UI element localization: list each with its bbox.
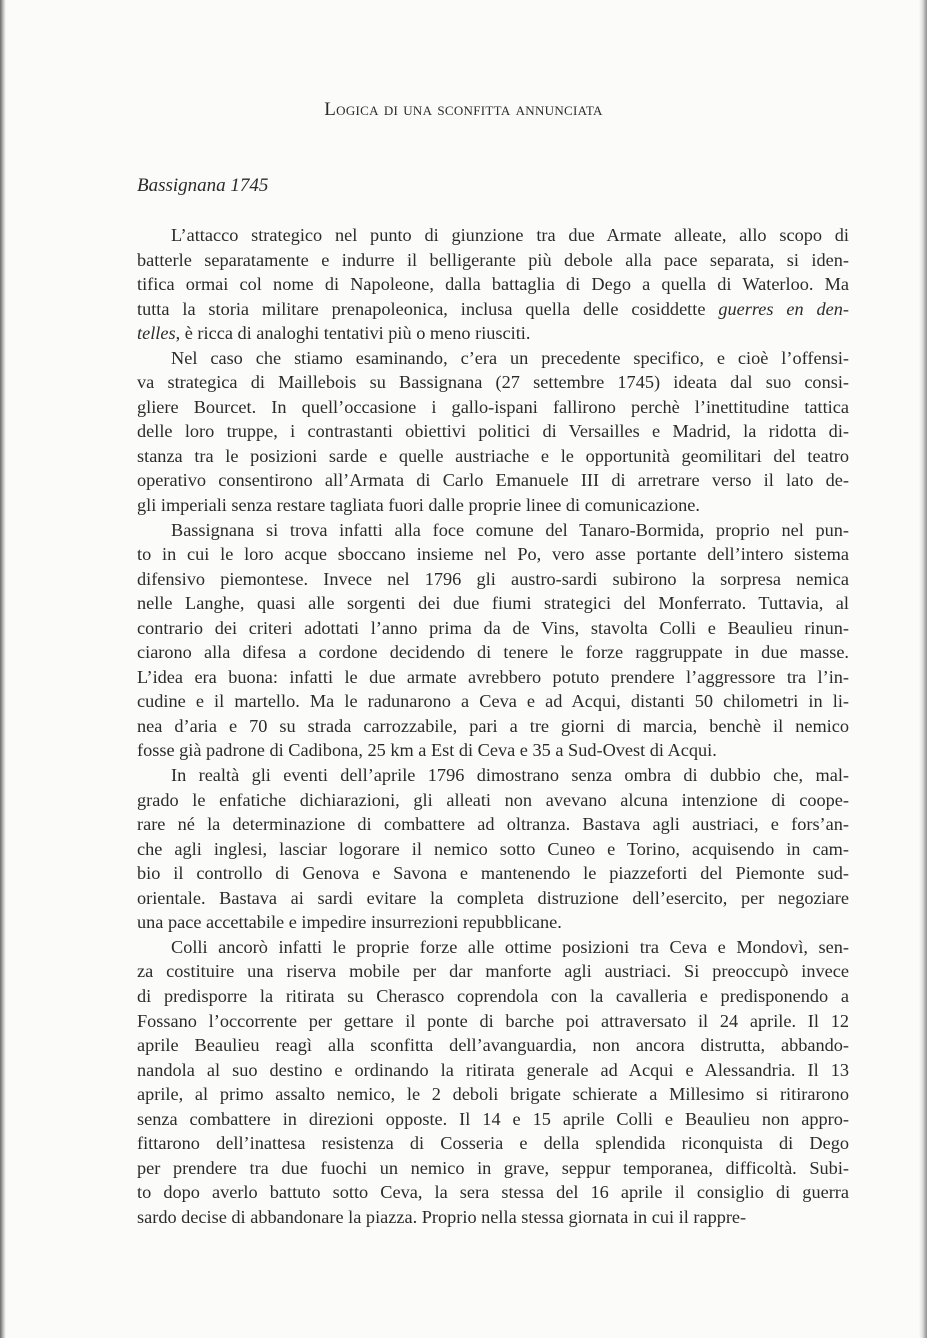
text-line xyxy=(137,321,849,346)
text-run: tutta la storia militare prenapoleonica, inclusa quella delle cosiddette xyxy=(137,298,719,319)
text-line xyxy=(137,665,849,690)
text-line xyxy=(137,444,849,469)
text-line xyxy=(137,616,849,641)
text-line xyxy=(137,518,849,543)
text-run: Colli ancorò infatti le proprie forze alle ottime posizioni tra Ceva e Mondovì, sen- xyxy=(171,936,849,957)
text-run: gli imperiali senza restare tagliata fuori dalle proprie linee di comunicazione. xyxy=(137,495,700,516)
paragraph xyxy=(137,223,849,346)
text-line xyxy=(137,886,849,911)
text-run: L’attacco strategico nel punto di giunzione tra due Armate alleate, allo scopo di xyxy=(171,225,849,245)
text-run: senza combattere in direzioni opposte. Il 14 e 15 aprile Colli e Beaulieu non appro- xyxy=(137,1108,849,1129)
text-line xyxy=(137,248,849,273)
text-line xyxy=(137,935,849,960)
page-edge-left xyxy=(0,0,6,1338)
text-run: di predisporre la ritirata su Cherasco coprendola con la cavalleria e predisponendo a xyxy=(137,985,849,1006)
text-run: L’idea era buona: infatti le due armate avrebbero potuto prendere l’aggressore tra l’in- xyxy=(137,666,849,687)
text-line xyxy=(137,1107,849,1132)
text-run: fosse già padrone di Cadibona, 25 km a Est di Ceva e 35 a Sud-Ovest di Acqui. xyxy=(137,740,717,761)
text-line xyxy=(137,272,849,297)
text-line xyxy=(137,763,849,788)
text-line xyxy=(137,1082,849,1107)
text-line xyxy=(137,1180,849,1205)
paragraph xyxy=(137,763,849,935)
text-line xyxy=(137,640,849,665)
text-run: contrario dei criteri adottati l’anno prima da de Vins, stavolta Colli e Beaulieu rinun- xyxy=(137,617,849,638)
text-line xyxy=(137,297,849,322)
paragraph xyxy=(137,935,849,1230)
text-line xyxy=(137,861,849,886)
text-line xyxy=(137,370,849,395)
text-run: per prendere tra due fuochi un nemico in grave, seppur temporanea, difficoltà. Subi- xyxy=(137,1157,849,1178)
text-line xyxy=(137,567,849,592)
text-run: che agli inglesi, lasciar logorare il nemico sotto Cuneo e Torino, acquisendo in cam- xyxy=(137,838,849,859)
text-line xyxy=(137,1205,849,1230)
text-run: delle loro truppe, i contrastanti obiettivi politici di Versailles e Madrid, la ridotta di- xyxy=(137,421,849,442)
running-head: Logica di una sconfitta annunciata xyxy=(324,99,603,120)
text-line xyxy=(137,714,849,739)
text-run: Fossano l’occorrente per gettare il ponte di barche poi attraversato il 24 aprile. Il 12 xyxy=(137,1010,849,1031)
text-line xyxy=(137,591,849,616)
paragraph xyxy=(137,346,849,518)
text-line xyxy=(137,223,849,248)
text-line xyxy=(137,493,849,518)
text-run: aprile, al primo assalto nemico, le 2 deboli brigate schierate a Millesimo si ritirarono xyxy=(137,1084,849,1105)
text-run: Bassignana si trova infatti alla foce comune del Tanaro-Bormida, proprio nel pun- xyxy=(171,519,849,540)
text-line xyxy=(137,1156,849,1181)
text-run: aprile Beaulieu reagì alla sconfitta dell’avanguardia, non ancora distrutta, abbando- xyxy=(137,1035,849,1056)
text-run: , è ricca di analoghi tentativi più o meno riusciti. xyxy=(175,323,531,344)
page-edge-right xyxy=(919,0,927,1338)
text-run: difensivo piemontese. Invece nel 1796 gli austro-sardi subirono la sorpresa nemica xyxy=(137,568,849,589)
text-run: Nel caso che stiamo esaminando, c’era un precedente specifico, e cioè l’offensi- xyxy=(171,347,849,368)
text-line xyxy=(137,468,849,493)
text-run: gliere Bourcet. In quell’occasione i gallo-ispani fallirono perchè l’inettitudine tattica xyxy=(137,396,849,417)
text-line xyxy=(137,788,849,813)
text-run: fittarono dell’inattesa resistenza di Cosseria e della splendida riconquista di Dego xyxy=(137,1133,849,1154)
text-run: una pace accettabile e impedire insurrezioni repubblicane. xyxy=(137,912,562,933)
text-run: In realtà gli eventi dell’aprile 1796 dimostrano senza ombra di dubbio che, mal- xyxy=(171,765,849,786)
text-run: tifica ormai col nome di Napoleone, dalla battaglia di Dego a quella di Waterloo. Ma xyxy=(137,274,849,295)
text-line xyxy=(137,419,849,444)
text-run: batterle separatamente e indurre il belligerante più debole alla pace separata, si iden- xyxy=(137,249,849,270)
text-run: za costituire una riserva mobile per dar manforte agli austriaci. Si preoccupò invece xyxy=(137,961,849,982)
text-run: to dopo averlo battuto sotto Ceva, la sera stessa del 16 aprile il consiglio di guerra xyxy=(137,1182,849,1203)
text-run: sardo decise di abbandonare la piazza. Proprio nella stessa giornata in cui il rappre- xyxy=(137,1206,747,1227)
text-line xyxy=(137,910,849,935)
text-line xyxy=(137,984,849,1009)
text-line xyxy=(137,346,849,371)
text-run: nelle Langhe, quasi alle sorgenti dei due fiumi strategici del Monferrato. Tuttavia, al xyxy=(137,593,849,614)
text-line xyxy=(137,812,849,837)
text-run: ciarono alla difesa a cordone decidendo di tenere le forze raggruppate in due masse. xyxy=(137,642,849,663)
text-line xyxy=(137,738,849,763)
text-run: grado le enfatiche dichiarazioni, gli alleati non avevano alcuna intenzione di coope- xyxy=(137,789,849,810)
italic-text-run: telles xyxy=(137,323,176,344)
text-line xyxy=(137,1033,849,1058)
text-run: va strategica di Maillebois su Bassignana (27 settembre 1745) ideata dal suo consi- xyxy=(137,372,849,393)
text-run: bio il controllo di Genova e Savona e mantenendo le piazzeforti del Piemonte sud- xyxy=(137,863,849,884)
text-run: rare né la determinazione di combattere ad oltranza. Bastava agli austriaci, e fors’an- xyxy=(137,814,849,835)
text-run: operativo consentirono all’Armata di Carlo Emanuele III di arretrare verso il lato de- xyxy=(137,470,849,491)
text-line xyxy=(137,959,849,984)
text-line xyxy=(137,1009,849,1034)
text-line xyxy=(137,395,849,420)
text-run: stanza tra le posizioni sarde e quelle austriache e le opportunità geomilitari del teatro xyxy=(137,445,849,466)
text-run: cudine e il martello. Ma le radunarono a Ceva e ad Acqui, distanti 50 chilometri in li- xyxy=(137,691,849,712)
paragraph xyxy=(137,518,849,763)
text-run: nea d’aria e 70 su strada carrozzabile, pari a tre giorni di marcia, benchè il nemico xyxy=(137,715,849,736)
text-run: nandola al suo destino e ordinando la ritirata generale ad Acqui e Alessandria. Il 13 xyxy=(137,1059,849,1080)
body-text xyxy=(137,223,849,1229)
text-line xyxy=(137,542,849,567)
text-line xyxy=(137,1058,849,1083)
text-run: to in cui le loro acque sboccano insieme nel Po, vero asse portante dell’intero sistema xyxy=(137,544,849,565)
text-line xyxy=(137,837,849,862)
text-line xyxy=(137,689,849,714)
section-title: Bassignana 1745 xyxy=(137,175,269,196)
text-line xyxy=(137,1131,849,1156)
text-run: orientale. Bastava ai sardi evitare la completa distruzione dell’esercito, per negoziare xyxy=(137,887,849,908)
italic-text-run: guerres en den- xyxy=(718,298,850,319)
